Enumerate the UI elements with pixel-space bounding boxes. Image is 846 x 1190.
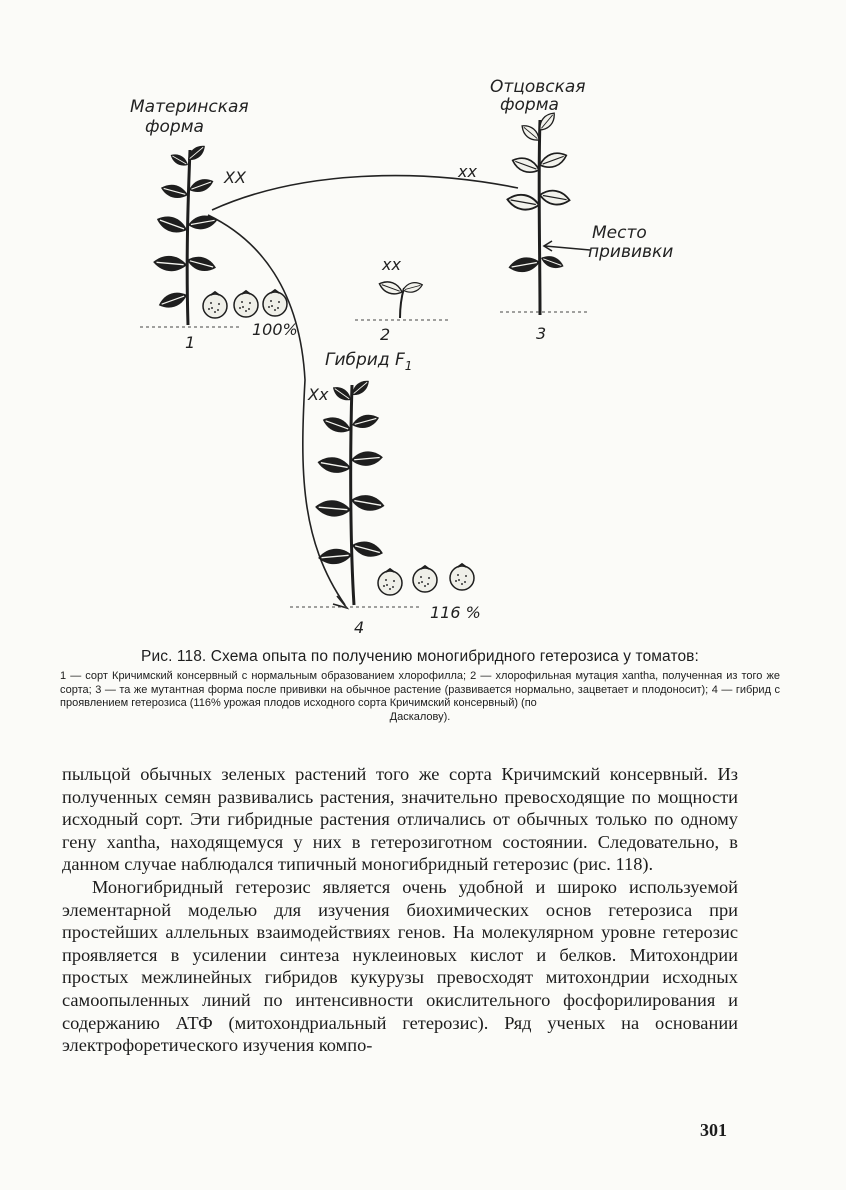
caption-legend [60,670,780,724]
yield-4: 116 % [430,603,481,622]
caption-legend-end: Даскалову). [389,710,451,723]
graft-arrow [545,246,590,250]
caption-legend-main: 1 — сорт Кричимский консервный с нормальным образованием хлорофилла; 2 — хлорофильная мутация xantha, полученная из того же сорта; 3 — та же мутантная форма после прививки на обычное растение (развивается нормально, зацветает и плодоносит); 4 — гибрид с проявлением гетерозиса (116% урожая плодов исходного сорта Кричимский консервный) (по [60,670,780,709]
page-number: 301 [700,1120,727,1140]
graft-label-line2: прививки [588,242,674,262]
plant-2-seedling [355,279,450,320]
genotype-paternal: xx [458,162,477,181]
hybrid-label: Гибрид $F_1$ [325,350,413,373]
plant-number-4: 4 [354,618,365,637]
plant-number-2: 2 [380,325,391,344]
maternal-label-line2: форма [145,117,204,137]
paragraph-1: пыльцой обычных зеленых растений того же сорта Кричимский консервный. Из полученных семян развивались растения, значительно превосходящие по мощности исходный сорт. Эти гибридные растения отличались от обычных только по одному гену xantha, находящемуся у них в гетерозиготном состоянии. Следовательно, в данном случае наблюдался типичный моногибридный гетерозис (рис. 118). [62,764,738,875]
graft-label-line1: Место [592,223,647,243]
paternal-label-line2: форма [500,95,559,115]
genotype-hybrid: Xx [308,385,329,404]
cross-line-down [208,215,345,605]
body-text [62,763,738,1057]
genotype-maternal: XX [224,168,246,187]
paternal-label-line1: Отцовская [490,77,586,97]
plant-4-hybrid [290,377,420,607]
genotype-seedling: xx [382,255,401,274]
plant-number-3: 3 [536,324,547,343]
caption-title: Рис. 118. Схема опыта по получению моногибридного гетерозиса у томатов: [141,648,699,665]
plant-3-grafted [500,110,590,315]
figure-caption [60,648,780,724]
yield-1: 100% [252,320,298,339]
paragraph-2: Моногибридный гетерозис является очень удобной и широко используемой элементарной моделью для изучения биохимических основ гетерозиса при простейших аллельных взаимодействиях генов. На молекулярном уровне гетерозис проявляется в усилении синтеза нуклеиновых кислот и белков. Митохондрии простых межлинейных гибридов кукурузы превосходят митохондрии исходных самоопыленных линий по интенсивности окислительного фосфорилирования и содержанию АТФ (митохондриальный гетерозис). Ряд ученых на основании электрофоретического изучения компо- [62,876,738,1056]
plant-number-1: 1 [185,333,196,352]
maternal-label-line1: Материнская [130,97,249,117]
